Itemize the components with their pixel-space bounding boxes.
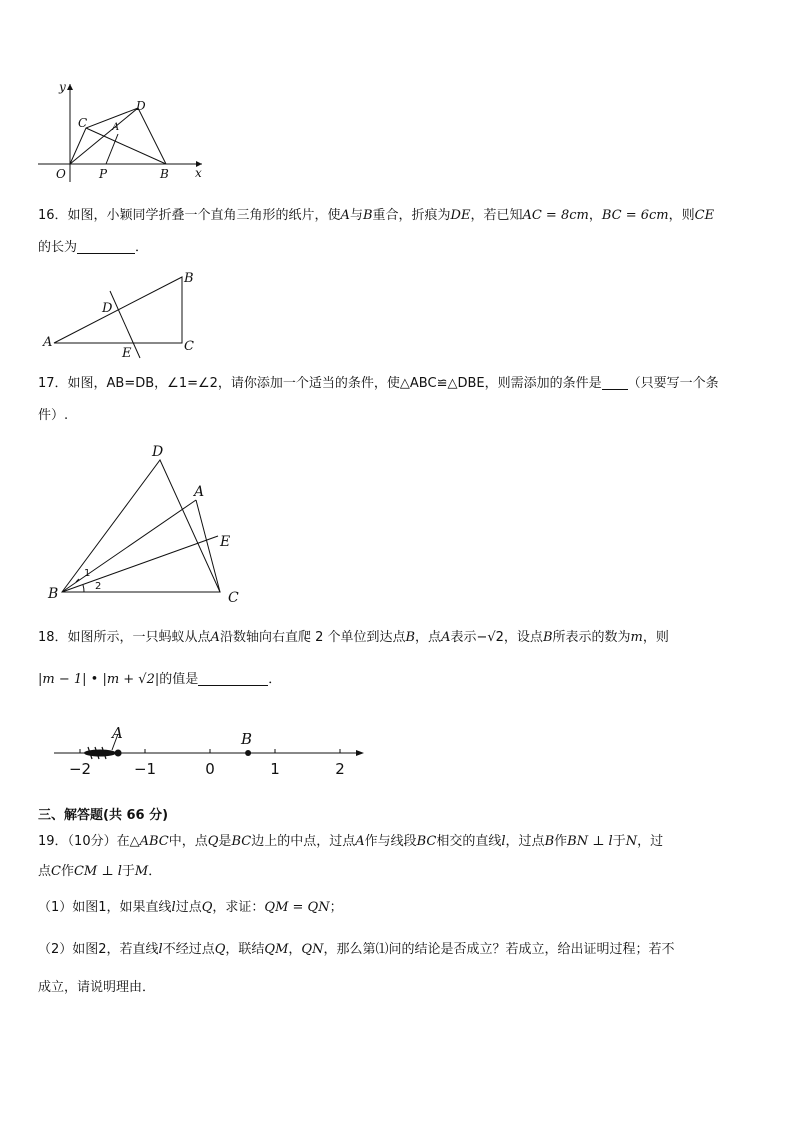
fig15-label-O: O [56,167,66,181]
section-3-title: 三、解答题(共 66 分) [38,808,169,823]
fig17-label-B: B [48,586,59,602]
axis-tick-label: −2 [68,760,92,778]
fig15-label-x: x [195,166,202,180]
figure-q16-triangle [40,266,210,362]
q17-answer-blank[interactable] [602,375,628,390]
point-A-dot [115,750,122,757]
fig15-label-C: C [78,116,88,130]
q19-text-line1: 19．（10分）在△ABC中，点Q是BC边上的中点，过点A作与线段BC相交的直线l，过点B作BN ⊥ l于N，过 [38,834,664,849]
axis-tick-label: −1 [133,760,157,778]
fig16-label-D: D [102,301,113,316]
figure-q17-triangles [46,440,256,610]
q19-part2-line2: 成立，请说明理由． [38,980,156,995]
q18-text-line2: |m − 1| • |m + √2|的值是 ． [38,672,282,687]
q19-part1: （1）如图1，如果直线l过点Q，求证：QM = QN； [38,900,343,915]
fig16-label-E: E [122,346,132,361]
fig17-angle-2: 2 [95,581,102,592]
fig16-label-C: C [184,339,194,354]
fig17-label-C: C [228,590,239,606]
q19-text-line2: 点C作CM ⊥ l于M． [38,864,162,879]
q18-text-line1: 18．如图所示，一只蚂蚁从点A沿数轴向右直爬 2 个单位到达点B，点A表示−√2，设点B所表示的数为m，则 [38,630,669,645]
fig15-label-y: y [59,80,66,94]
axis-tick-label: 0 [205,760,215,778]
q18-axis-label-B: B [241,730,253,748]
point-B-dot [245,750,251,756]
q18-expression: |m − 1| • |m + √2| [38,672,160,687]
axis-tick-label: 1 [270,760,280,778]
q16-text-line1: 16．如图，小颖同学折叠一个直角三角形的纸片，使A与B重合，折痕为DE，若已知AC = 8cm，BC = 6cm，则CE [38,208,715,223]
q18-axis-label-A: A [112,724,123,742]
figure-q15-coordinate [30,78,210,184]
q18-answer-blank[interactable] [198,671,268,686]
fig17-label-E: E [220,534,231,550]
fig15-label-B: B [160,167,169,181]
fig16-label-B: B [184,271,194,286]
fig17-angle-1: 1 [84,568,91,579]
fig15-label-D: D [136,99,146,113]
fig15-label-A: A [112,122,120,133]
q17-text-line1: 17．如图，AB=DB，∠1=∠2，请你添加一个适当的条件，使△ABC≌△DBE，则需添加的条件是 （只要写一个条 [38,376,719,391]
q16-text-line2: 的长为 ． [38,240,149,255]
q19-part2-line1: （2）如图2，若直线l不经过点Q，联结QM，QN，那么第⑴问的结论是否成立？若成立，给出证明过程；若不 [38,942,675,957]
axis-tick-label: 2 [335,760,345,778]
fig16-label-A: A [43,335,53,350]
q17-text-line2: 件）. [38,408,69,423]
q16-answer-blank[interactable] [77,239,135,254]
figure-q18-number-line [48,720,368,782]
fig17-label-A: A [194,484,205,500]
fig17-label-D: D [152,444,164,460]
fig15-label-P: P [99,167,108,181]
